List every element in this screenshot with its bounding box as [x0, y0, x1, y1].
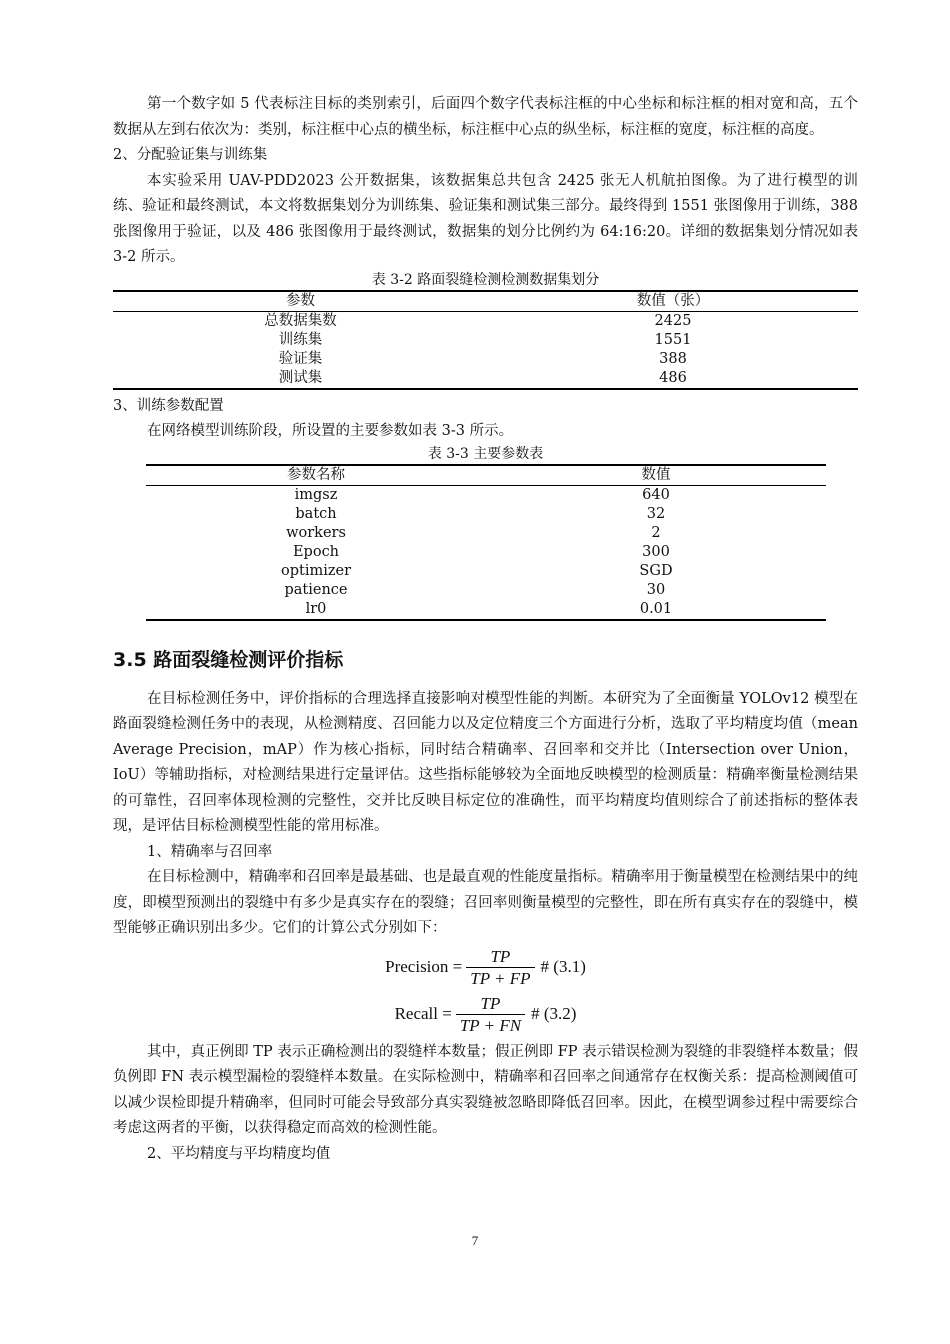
section-3-5-paragraph-3: 其中，真正例即 TP 表示正确检测出的裂缝样本数量；假正例即 FP 表示错误检测为裂缝的非裂缝样本数量；假负例即 FN 表示模型漏检的裂缝样本数量。在实际检测中，精确率和召回率之间通常存在权衡关系：提高检测阈值可以减少误检即提升精确率，但同时可能会导致部分真实裂缝被忽略即降低召回率。因此，在模型调参过程中需要综合考虑这两者的平衡，以获得稳定而高效的检测性能。 [113, 1043, 858, 1136]
table-3-3-caption: 表 3-3 主要参数表 [427, 445, 544, 462]
section-3-5-title: 3.5 路面裂缝检测评价指标 [113, 648, 344, 671]
table-cell: workers [286, 524, 346, 541]
table-header-cell: 数值（张） [488, 291, 858, 312]
subsection-heading-2: 2、平均精度与平均精度均值 [147, 1145, 331, 1162]
table-row [146, 485, 826, 505]
page-number: 7 [471, 1233, 479, 1248]
section-heading-3: 3、训练参数配置 [113, 397, 224, 414]
table-cell: 测试集 [278, 369, 323, 386]
formula-numerator: TP [480, 993, 501, 1013]
recall-formula [113, 993, 858, 1036]
table-row [146, 543, 826, 562]
table-header-cell: 参数 [113, 291, 488, 312]
table-cell: 2 [651, 524, 661, 541]
table-cell: patience [284, 581, 348, 598]
table-row [113, 369, 858, 389]
section-3-5-paragraph-2: 在目标检测中，精确率和召回率是最基础、也是最直观的性能度量指标。精确率用于衡量模型在检测结果中的纯度，即模型预测出的裂缝中有多少是真实存在的裂缝；召回率则衡量模型的完整性，即在所有真实存在的裂缝中，模型能够正确识别出多少。它们的计算公式分别如下： [113, 869, 858, 936]
table-3-2-caption: 表 3-2 路面裂缝检测检测数据集划分 [371, 271, 600, 288]
table-cell: imgsz [294, 486, 338, 503]
table-cell: lr0 [305, 600, 327, 617]
table-row [146, 600, 826, 620]
table-cell: 0.01 [639, 600, 673, 617]
table-cell: optimizer [280, 562, 351, 579]
table-cell: 1551 [654, 331, 692, 348]
section-3-5-paragraph-1: 在目标检测任务中，评价指标的合理选择直接影响对模型性能的判断。本研究为了全面衡量 YOLOv12 模型在路面裂缝检测任务中的表现，从检测精度、召回能力以及定位精度三个方面进行分析，选取了平均精度均值（mean Average Precision，mAP）作为核心指标，同时结合精确率、召回率和交并比（Intersection over Union，IoU）等辅助指标，对检测结果进行定量评估。这些指标能够较为全面地反映模型的检测质量：精确率衡量检测结果的可靠性，召回率体现检测的完整性，交并比反映目标定位的准确性，而平均精度均值则综合了前述指标的整体表现，是评估目标检测模型性能的常用标准。 [113, 690, 858, 834]
formula-lhs: Recall = [394, 1004, 452, 1023]
table-header-cell: 参数名称 [146, 465, 486, 486]
table-cell: 388 [659, 350, 687, 367]
formula-fraction [466, 946, 534, 989]
table-cell: Epoch [292, 543, 340, 560]
formula-lhs: Precision = [385, 957, 463, 976]
intro-paragraph-1: 第一个数字如 5 代表标注目标的类别索引，后面四个数字代表标注框的中心坐标和标注框的相对宽和高，五个数据从左到右依次为：类别，标注框中心点的横坐标，标注框中心点的纵坐标，标注框的宽度，标注框的高度。 [113, 96, 858, 138]
intro-paragraph-2: 本实验采用 UAV-PDD2023 公开数据集，该数据集总共包含 2425 张无人机航拍图像。为了进行模型的训练、验证和最终测试，本文将数据集划分为训练集、验证集和测试集三部分。最终得到 1551 张图像用于训练，388 张图像用于验证，以及 486 张图像用于最终测试，数据集的划分比例约为 64:16:20。详细的数据集划分情况如表 3-2 所示。 [113, 172, 858, 265]
table-row [146, 581, 826, 600]
table-row [146, 524, 826, 543]
table-row [113, 331, 858, 350]
table-cell: 验证集 [278, 350, 323, 367]
table-cell: 总数据集数 [264, 312, 337, 329]
table-3-3 [146, 464, 826, 621]
table-3-2 [113, 290, 858, 390]
equation-number: # (3.2) [531, 1004, 577, 1023]
subsection-heading-1: 1、精确率与召回率 [147, 843, 273, 860]
table-cell: 300 [642, 543, 670, 560]
table-cell: 32 [646, 505, 666, 522]
table-row [113, 311, 858, 331]
table-cell: 486 [659, 369, 687, 386]
table-row [113, 350, 858, 369]
equation-number: # (3.1) [540, 957, 586, 976]
formula-fraction [456, 993, 525, 1036]
document-page [113, 92, 858, 1167]
table-row [146, 505, 826, 524]
table-cell: 640 [642, 486, 670, 503]
section-3-paragraph: 在网络模型训练阶段，所设置的主要参数如表 3-3 所示。 [147, 423, 514, 439]
table-cell: SGD [639, 562, 673, 579]
formula-numerator: TP [490, 946, 511, 966]
table-cell: 训练集 [278, 331, 323, 348]
table-cell: 30 [646, 581, 666, 598]
table-cell: 2425 [654, 312, 692, 329]
precision-formula [113, 946, 858, 989]
table-header-cell: 数值 [486, 465, 826, 486]
section-heading-2: 2、分配验证集与训练集 [113, 147, 268, 163]
table-row [146, 562, 826, 581]
formula-denominator: TP + FN [456, 1014, 525, 1036]
formula-denominator: TP + FP [466, 967, 534, 989]
table-cell: batch [295, 505, 337, 522]
